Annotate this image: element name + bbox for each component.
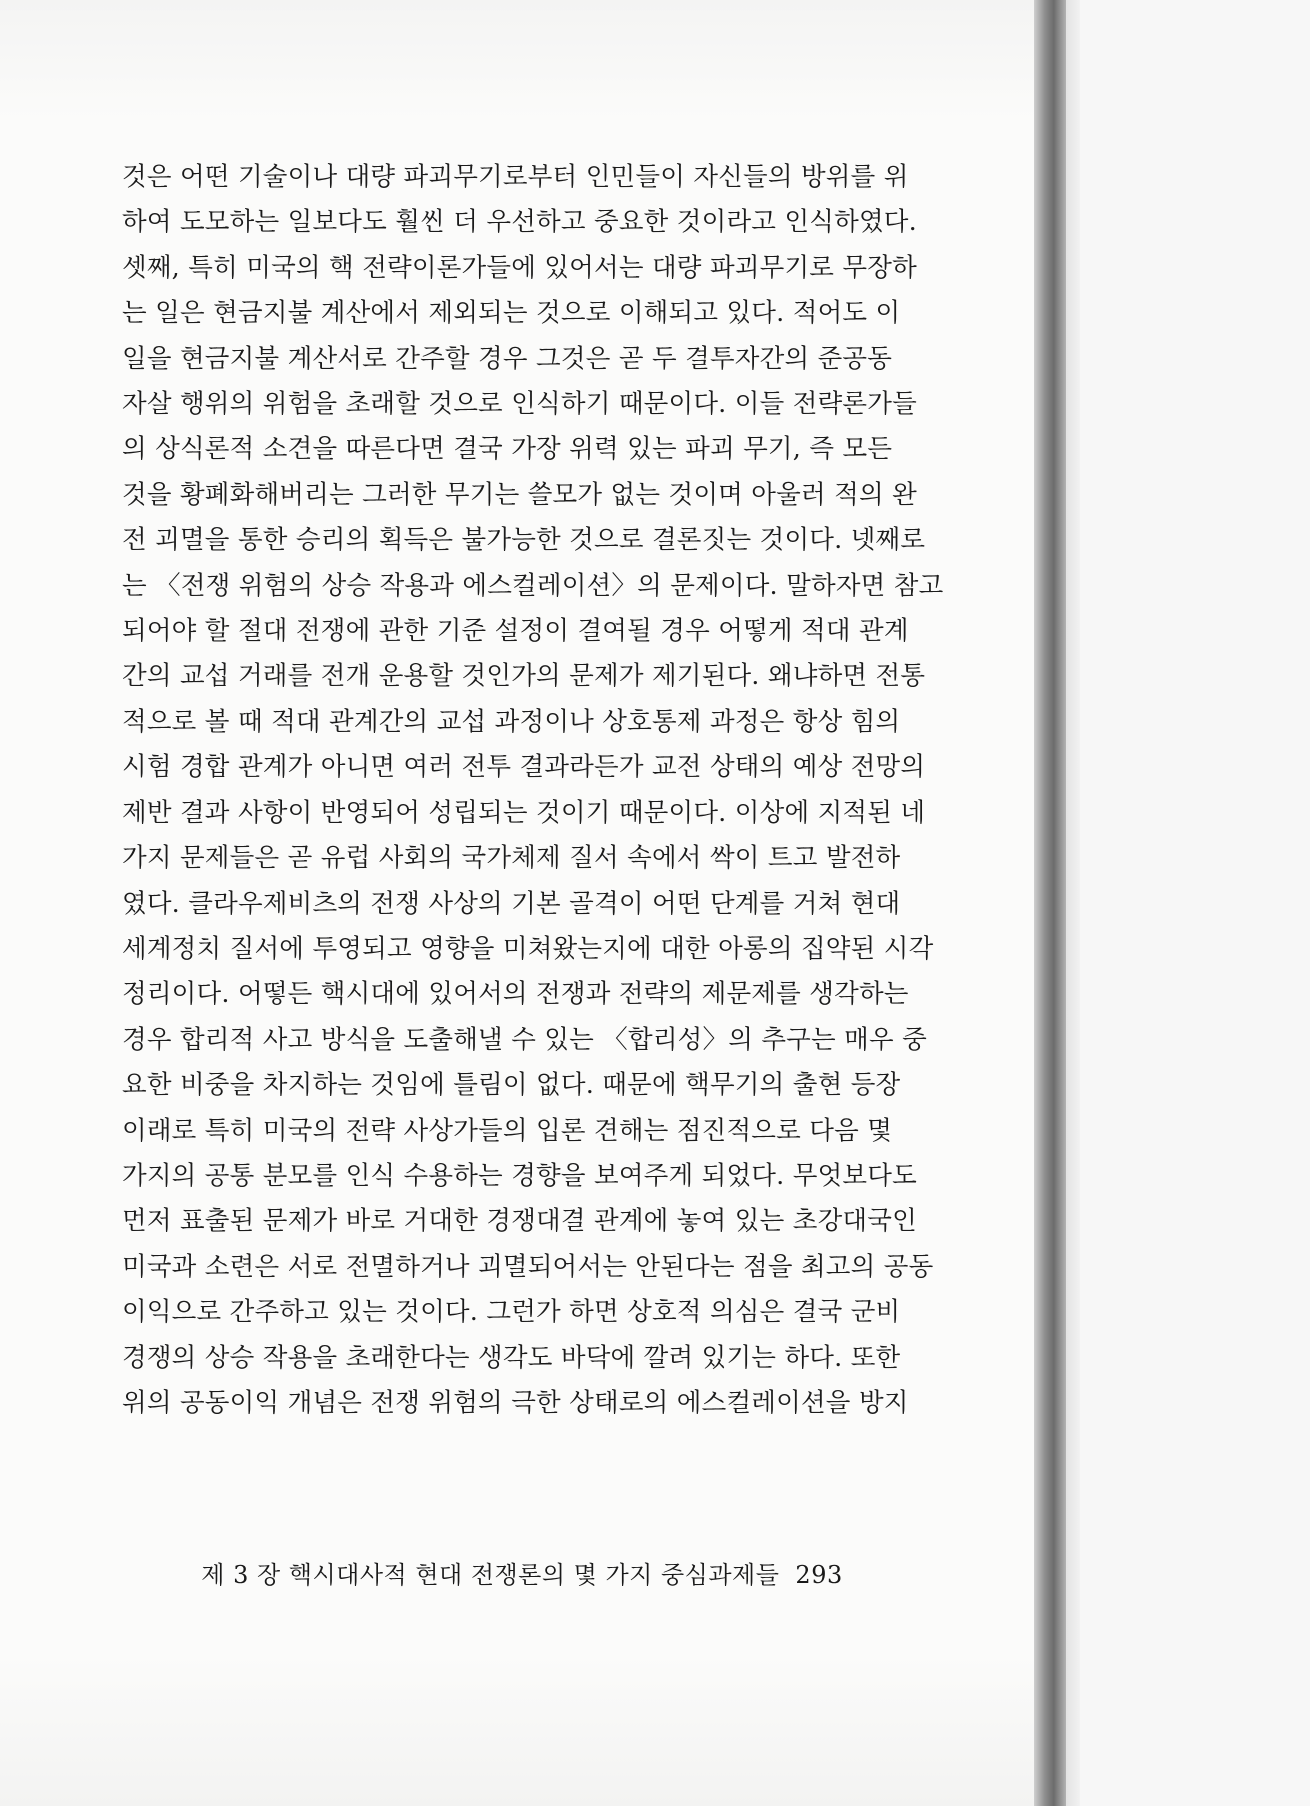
body-line: 가지 문제들은 곧 유럽 사회의 국가체제 질서 속에서 싹이 트고 발전하 [122,843,901,874]
body-line: 간의 교섭 거래를 전개 운용할 것인가의 문제가 제기된다. 왜냐하면 전통 [122,661,926,692]
body-line: 되어야 할 절대 전쟁에 관한 기준 설정이 결여될 경우 어떻게 적대 관계 [122,616,909,647]
body-line: 것은 어떤 기술이나 대량 파괴무기로부터 인민들이 자신들의 방위를 위 [122,162,909,192]
body-line: 제반 결과 사항이 반영되어 성립되는 것이기 때문이다. 이상에 지적된 네 [122,797,926,828]
body-line: 셋째, 특히 미국의 핵 전략이론가들에 있어서는 대량 파괴무기로 무장하 [122,252,917,283]
body-line: 세계정치 질서에 투영되고 영향을 미쳐왔는지에 대한 아롱의 집약된 시각 [122,933,934,964]
page-bottom-texture [0,1656,1040,1806]
body-line: 였다. 클라우제비츠의 전쟁 사상의 기본 골격이 어떤 단계를 거쳐 현대 [122,888,901,919]
page-footer [122,1555,922,1590]
body-line: 이익으로 간주하고 있는 것이다. 그런가 하면 상호적 의심은 결국 군비 [122,1297,901,1328]
scan-background [1080,0,1310,1806]
body-line: 이래로 특히 미국의 전략 사상가들의 입론 견해는 점진적으로 다음 몇 [122,1115,893,1146]
body-line: 것을 황폐화해버리는 그러한 무기는 쓸모가 없는 것이며 아울러 적의 완 [122,479,917,510]
body-line: 경쟁의 상승 작용을 초래한다는 생각도 바닥에 깔려 있기는 하다. 또한 [122,1342,901,1373]
body-line: 시험 경합 관계가 아니면 여러 전투 결과라든가 교전 상태의 예상 전망의 [122,752,926,783]
body-line: 적으로 볼 때 적대 관계간의 교섭 과정이나 상호통제 과정은 항상 힘의 [122,706,901,737]
body-line: 요한 비중을 차지하는 것임에 틀림이 없다. 때문에 핵무기의 출현 등장 [122,1070,901,1101]
body-line: 일을 현금지불 계산서로 간주할 경우 그것은 곧 두 결투자간의 준공동 [122,343,893,374]
page-number: 293 [795,1561,843,1589]
body-line: 의 상식론적 소견을 따른다면 결국 가장 위력 있는 파괴 무기, 즉 모든 [122,434,893,465]
body-line: 는 일은 현금지불 계산에서 제외되는 것으로 이해되고 있다. 적어도 이 [122,298,901,329]
body-line: 하여 도모하는 일보다도 훨씬 더 우선하고 중요한 것이라고 인식하였다. [122,207,917,238]
body-line: 전 괴멸을 통한 승리의 획득은 불가능한 것으로 결론짓는 것이다. 넷째로 [122,525,926,556]
body-text-block [122,155,944,1426]
page-edge-highlight [1066,0,1080,1806]
body-line: 가지의 공통 분모를 인식 수용하는 경향을 보여주게 되었다. 무엇보다도 [122,1160,917,1191]
body-line: 먼저 표출된 문제가 바로 거대한 경쟁대결 관계에 놓여 있는 초강대국인 [122,1206,917,1237]
body-line: 는 〈전쟁 위험의 상승 작용과 에스컬레이션〉의 문제이다. 말하자면 참고 [122,570,944,601]
body-line: 경우 합리적 사고 방식을 도출해낼 수 있는 〈합리성〉의 추구는 매우 중 [122,1024,927,1055]
body-line: 미국과 소련은 서로 전멸하거나 괴멸되어서는 안된다는 점을 최고의 공동 [122,1251,934,1282]
page-top-texture [0,0,1040,120]
body-line: 자살 행위의 위험을 초래할 것으로 인식하기 때문이다. 이들 전략론가들 [122,389,917,420]
body-line: 위의 공동이익 개념은 전쟁 위험의 극한 상태로의 에스컬레이션을 방지 [122,1387,909,1418]
footer-chapter-label: 제 3 장 핵시대사적 현대 전쟁론의 몇 가지 중심과제들 [201,1561,780,1589]
body-line: 정리이다. 어떻든 핵시대에 있어서의 전쟁과 전략의 제문제를 생각하는 [122,979,909,1010]
